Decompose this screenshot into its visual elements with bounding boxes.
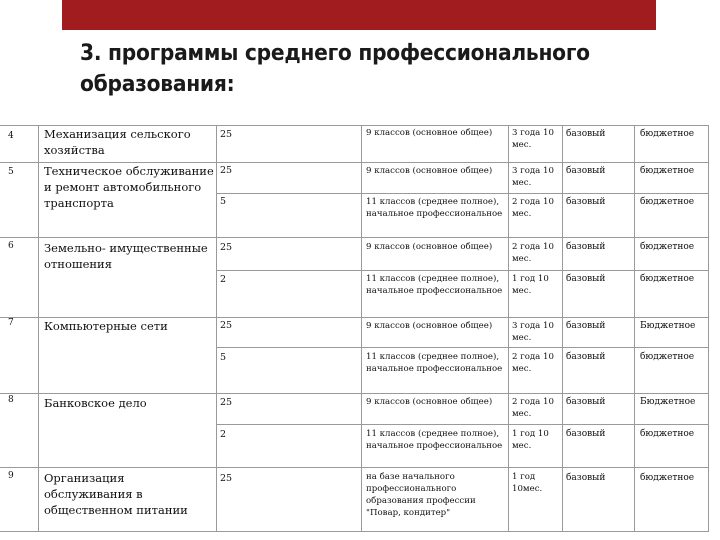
funding-cell: бюджетное — [640, 352, 695, 362]
basis-cell: 9 классов (основное общее) — [366, 397, 493, 407]
row-divider — [0, 531, 709, 532]
level-cell: базовый — [566, 274, 606, 284]
places-cell: 5 — [220, 196, 227, 207]
places-cell: 25 — [220, 242, 233, 253]
funding-cell: бюджетное — [640, 274, 695, 284]
row-divider — [216, 193, 709, 194]
col-divider — [38, 125, 39, 532]
row-divider — [0, 393, 709, 394]
duration-cell: 1 год 10 мес. — [512, 429, 549, 451]
level-cell: базовый — [566, 473, 606, 483]
col-divider — [508, 125, 509, 532]
level-cell: базовый — [566, 129, 606, 139]
basis-cell: 9 классов (основное общее) — [366, 128, 493, 138]
row-divider — [216, 270, 709, 271]
row-divider — [0, 237, 709, 238]
places-cell: 2 — [220, 429, 227, 440]
level-cell: базовый — [566, 321, 606, 331]
basis-cell: на базе начального профессионального образования профессии "Повар, кондитер" — [366, 472, 476, 518]
funding-cell: бюджетное — [640, 166, 695, 176]
places-cell: 25 — [220, 473, 233, 484]
funding-cell: бюджетное — [640, 129, 695, 139]
basis-cell: 11 классов (среднее полное), начальное профессиональное — [366, 352, 503, 374]
slide-title: 3. программы среднего профессионального образования: — [80, 40, 590, 97]
funding-cell: бюджетное — [640, 473, 695, 483]
program-name: Земельно- имущественные отношения — [44, 241, 208, 271]
duration-cell: 3 года 10 мес. — [512, 321, 554, 343]
funding-cell: бюджетное — [640, 197, 695, 207]
level-cell: базовый — [566, 397, 606, 407]
duration-cell: 2 года 10 мес. — [512, 197, 554, 219]
duration-cell: 2 года 10 мес. — [512, 242, 554, 264]
accent-bar — [62, 0, 656, 30]
level-cell: базовый — [566, 242, 606, 252]
row-number: 9 — [8, 471, 14, 481]
funding-cell: Бюджетное — [640, 397, 696, 407]
program-name: Техническое обслуживание и ремонт автомобильного транспорта — [44, 164, 214, 210]
program-name: Компьютерные сети — [44, 319, 168, 333]
duration-cell: 1 год 10мес. — [512, 472, 543, 494]
row-number: 7 — [8, 318, 14, 328]
funding-cell: Бюджетное — [640, 321, 696, 331]
basis-cell: 9 классов (основное общее) — [366, 321, 493, 331]
row-number: 4 — [8, 131, 14, 141]
level-cell: базовый — [566, 197, 606, 207]
row-divider — [0, 467, 709, 468]
level-cell: базовый — [566, 166, 606, 176]
row-number: 8 — [8, 395, 14, 405]
duration-cell: 2 года 10 мес. — [512, 352, 554, 374]
places-cell: 2 — [220, 274, 227, 285]
level-cell: базовый — [566, 429, 606, 439]
col-divider — [216, 125, 217, 532]
programs-table — [0, 125, 720, 540]
duration-cell: 2 года 10 мес. — [512, 397, 554, 419]
basis-cell: 9 классов (основное общее) — [366, 242, 493, 252]
places-cell: 5 — [220, 352, 227, 363]
basis-cell: 11 классов (среднее полное), начальное профессиональное — [366, 197, 503, 219]
program-name: Механизация сельского хозяйства — [44, 127, 191, 157]
funding-cell: бюджетное — [640, 242, 695, 252]
funding-cell: бюджетное — [640, 429, 695, 439]
program-name: Банковское дело — [44, 396, 147, 410]
row-number: 6 — [8, 241, 14, 251]
row-divider — [216, 347, 709, 348]
basis-cell: 11 классов (среднее полное), начальное профессиональное — [366, 429, 503, 451]
col-divider — [361, 125, 362, 532]
duration-cell: 3 года 10 мес. — [512, 128, 554, 150]
basis-cell: 11 классов (среднее полное), начальное профессиональное — [366, 274, 503, 296]
row-number: 5 — [8, 167, 14, 177]
places-cell: 25 — [220, 129, 233, 140]
row-divider — [216, 424, 709, 425]
level-cell: базовый — [566, 352, 606, 362]
duration-cell: 1 год 10 мес. — [512, 274, 549, 296]
col-divider — [634, 125, 635, 532]
places-cell: 25 — [220, 397, 233, 408]
duration-cell: 3 года 10 мес. — [512, 166, 554, 188]
places-cell: 25 — [220, 165, 233, 176]
col-divider — [708, 125, 709, 532]
places-cell: 25 — [220, 320, 233, 331]
basis-cell: 9 классов (основное общее) — [366, 166, 493, 176]
program-name: Организация обслуживания в общественном питании — [44, 471, 188, 517]
